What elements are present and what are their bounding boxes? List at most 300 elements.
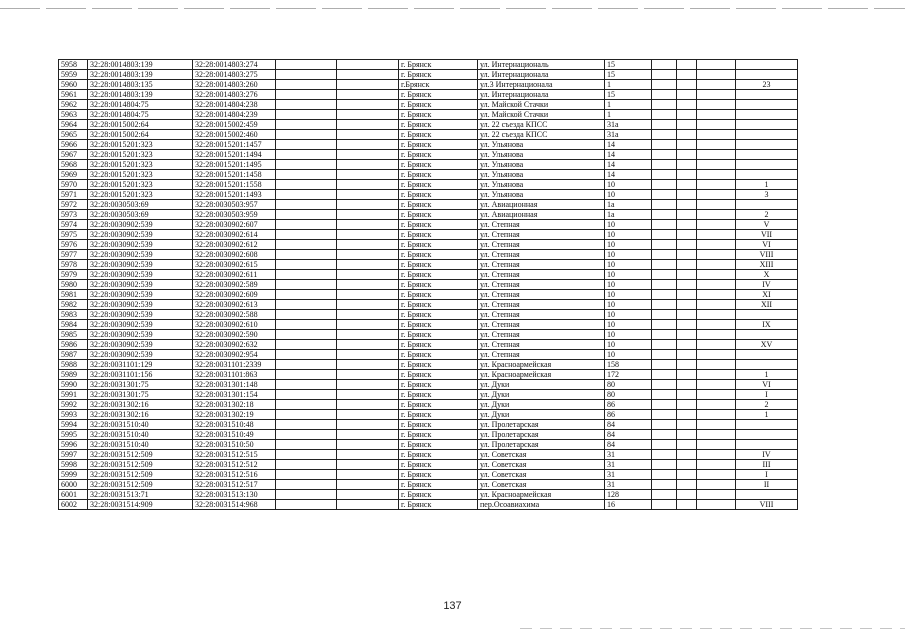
blank-col-c-cell (652, 90, 677, 100)
blank-col-b-cell (337, 300, 399, 310)
street-cell: ул. Степная (478, 330, 605, 340)
blank-col-b-cell (337, 250, 399, 260)
city-cell: г. Брянск (399, 300, 478, 310)
city-cell: г. Брянск (399, 450, 478, 460)
blank-col-c-cell (652, 200, 677, 210)
parent-cadastral-number-cell: 32:28:0030902:539 (88, 300, 193, 310)
blank-col-d-cell (677, 100, 697, 110)
house-number-cell: 10 (605, 220, 652, 230)
apartment-number-cell: VI (736, 380, 798, 390)
table-row (59, 280, 798, 290)
city-cell: г. Брянск (399, 440, 478, 450)
blank-col-e-cell (697, 230, 736, 240)
blank-col-b-cell (337, 60, 399, 70)
table-row (59, 100, 798, 110)
street-cell: ул. Красноармейская (478, 370, 605, 380)
cadastral-number-cell: 32:28:0030902:632 (193, 340, 276, 350)
parent-cadastral-number-cell: 32:28:0015201:323 (88, 190, 193, 200)
table-row (59, 390, 798, 400)
blank-col-a-cell (276, 300, 337, 310)
parent-cadastral-number-cell: 32:28:0031510:40 (88, 440, 193, 450)
apartment-number-cell (736, 430, 798, 440)
blank-col-b-cell (337, 80, 399, 90)
row-number-cell: 5999 (59, 470, 88, 480)
table-row (59, 360, 798, 370)
table-row (59, 190, 798, 200)
blank-col-a-cell (276, 70, 337, 80)
blank-col-c-cell (652, 490, 677, 500)
blank-col-b-cell (337, 280, 399, 290)
blank-col-b-cell (337, 260, 399, 270)
apartment-number-cell (736, 360, 798, 370)
blank-col-d-cell (677, 300, 697, 310)
table-row (59, 70, 798, 80)
blank-col-e-cell (697, 380, 736, 390)
blank-col-e-cell (697, 460, 736, 470)
parent-cadastral-number-cell: 32:28:0030902:539 (88, 270, 193, 280)
blank-col-c-cell (652, 160, 677, 170)
city-cell: г. Брянск (399, 420, 478, 430)
apartment-number-cell: 1 (736, 410, 798, 420)
parent-cadastral-number-cell: 32:28:0031512:509 (88, 480, 193, 490)
blank-col-b-cell (337, 430, 399, 440)
blank-col-e-cell (697, 470, 736, 480)
blank-col-a-cell (276, 270, 337, 280)
blank-col-e-cell (697, 420, 736, 430)
apartment-number-cell (736, 140, 798, 150)
apartment-number-cell (736, 490, 798, 500)
blank-col-b-cell (337, 210, 399, 220)
house-number-cell: 14 (605, 160, 652, 170)
cadastral-number-cell: 32:28:0015002:460 (193, 130, 276, 140)
cadastral-number-cell: 32:28:0014804:238 (193, 100, 276, 110)
cadastral-number-cell: 32:28:0031510:49 (193, 430, 276, 440)
blank-col-d-cell (677, 90, 697, 100)
house-number-cell: 10 (605, 310, 652, 320)
city-cell: г. Брянск (399, 150, 478, 160)
blank-col-d-cell (677, 150, 697, 160)
blank-col-c-cell (652, 70, 677, 80)
cadastral-number-cell: 32:28:0030902:612 (193, 240, 276, 250)
blank-col-c-cell (652, 100, 677, 110)
blank-col-b-cell (337, 240, 399, 250)
row-number-cell: 5997 (59, 450, 88, 460)
street-cell: ул. Интернационала (478, 90, 605, 100)
table-row (59, 450, 798, 460)
house-number-cell: 31 (605, 480, 652, 490)
table-row (59, 310, 798, 320)
blank-col-a-cell (276, 400, 337, 410)
city-cell: г. Брянск (399, 390, 478, 400)
blank-col-d-cell (677, 130, 697, 140)
parent-cadastral-number-cell: 32:28:0015201:323 (88, 150, 193, 160)
blank-col-c-cell (652, 270, 677, 280)
blank-col-d-cell (677, 290, 697, 300)
blank-col-e-cell (697, 390, 736, 400)
parent-cadastral-number-cell: 32:28:0015002:64 (88, 120, 193, 130)
apartment-number-cell: XIII (736, 260, 798, 270)
street-cell: ул. Дуки (478, 400, 605, 410)
table-row (59, 370, 798, 380)
blank-col-a-cell (276, 280, 337, 290)
parent-cadastral-number-cell: 32:28:0015201:323 (88, 170, 193, 180)
table-row (59, 180, 798, 190)
cadastral-number-cell: 32:28:0031302:18 (193, 400, 276, 410)
city-cell: г. Брянск (399, 250, 478, 260)
house-number-cell: 10 (605, 260, 652, 270)
row-number-cell: 5965 (59, 130, 88, 140)
cadastral-number-cell: 32:28:0031101:2339 (193, 360, 276, 370)
parent-cadastral-number-cell: 32:28:0030902:539 (88, 340, 193, 350)
table-row (59, 440, 798, 450)
table-row (59, 170, 798, 180)
apartment-number-cell (736, 170, 798, 180)
blank-col-a-cell (276, 500, 337, 510)
city-cell: г. Брянск (399, 270, 478, 280)
parent-cadastral-number-cell: 32:28:0031513:71 (88, 490, 193, 500)
blank-col-b-cell (337, 380, 399, 390)
blank-col-a-cell (276, 200, 337, 210)
blank-col-e-cell (697, 80, 736, 90)
row-number-cell: 5987 (59, 350, 88, 360)
blank-col-d-cell (677, 430, 697, 440)
parent-cadastral-number-cell: 32:28:0030902:539 (88, 320, 193, 330)
blank-col-a-cell (276, 230, 337, 240)
cadastral-number-cell: 32:28:0030902:610 (193, 320, 276, 330)
blank-col-c-cell (652, 470, 677, 480)
city-cell: г. Брянск (399, 240, 478, 250)
house-number-cell: 15 (605, 60, 652, 70)
cadastral-number-cell: 32:28:0015201:1458 (193, 170, 276, 180)
apartment-number-cell: VIII (736, 250, 798, 260)
blank-col-e-cell (697, 200, 736, 210)
blank-col-b-cell (337, 350, 399, 360)
blank-col-a-cell (276, 340, 337, 350)
cadastral-number-cell: 32:28:0030902:607 (193, 220, 276, 230)
blank-col-a-cell (276, 80, 337, 90)
cadastral-number-cell: 32:28:0031101:863 (193, 370, 276, 380)
cadastral-number-cell: 32:28:0014803:276 (193, 90, 276, 100)
blank-col-c-cell (652, 420, 677, 430)
street-cell: ул. Степная (478, 280, 605, 290)
street-cell: ул. Пролетарская (478, 420, 605, 430)
parent-cadastral-number-cell: 32:28:0031510:40 (88, 430, 193, 440)
city-cell: г. Брянск (399, 230, 478, 240)
table-row (59, 320, 798, 330)
parent-cadastral-number-cell: 32:28:0015201:323 (88, 160, 193, 170)
blank-col-d-cell (677, 410, 697, 420)
city-cell: г. Брянск (399, 260, 478, 270)
cadastral-number-cell: 32:28:0014803:274 (193, 60, 276, 70)
blank-col-d-cell (677, 480, 697, 490)
blank-col-d-cell (677, 310, 697, 320)
street-cell: ул. Степная (478, 300, 605, 310)
row-number-cell: 5969 (59, 170, 88, 180)
parent-cadastral-number-cell: 32:28:0030902:539 (88, 350, 193, 360)
apartment-number-cell: 1 (736, 370, 798, 380)
blank-col-e-cell (697, 360, 736, 370)
parent-cadastral-number-cell: 32:28:0014804:75 (88, 100, 193, 110)
table-row (59, 380, 798, 390)
house-number-cell: 10 (605, 270, 652, 280)
city-cell: г. Брянск (399, 460, 478, 470)
table-row (59, 490, 798, 500)
row-number-cell: 5986 (59, 340, 88, 350)
city-cell: г. Брянск (399, 60, 478, 70)
apartment-number-cell: VIII (736, 500, 798, 510)
apartment-number-cell: 1 (736, 180, 798, 190)
row-number-cell: 5973 (59, 210, 88, 220)
table-row (59, 480, 798, 490)
blank-col-c-cell (652, 260, 677, 270)
street-cell: ул. Степная (478, 350, 605, 360)
city-cell: г. Брянск (399, 430, 478, 440)
street-cell: ул. Интернационала (478, 70, 605, 80)
blank-col-c-cell (652, 320, 677, 330)
street-cell: ул. Степная (478, 220, 605, 230)
blank-col-c-cell (652, 60, 677, 70)
row-number-cell: 5972 (59, 200, 88, 210)
row-number-cell: 5995 (59, 430, 88, 440)
blank-col-e-cell (697, 350, 736, 360)
parent-cadastral-number-cell: 32:28:0015002:64 (88, 130, 193, 140)
parent-cadastral-number-cell: 32:28:0031101:156 (88, 370, 193, 380)
blank-col-b-cell (337, 320, 399, 330)
table-row (59, 470, 798, 480)
apartment-number-cell: XII (736, 300, 798, 310)
apartment-number-cell (736, 350, 798, 360)
parent-cadastral-number-cell: 32:28:0031510:40 (88, 420, 193, 430)
table-row (59, 130, 798, 140)
blank-col-d-cell (677, 350, 697, 360)
row-number-cell: 5981 (59, 290, 88, 300)
blank-col-d-cell (677, 210, 697, 220)
blank-col-d-cell (677, 160, 697, 170)
street-cell: ул. Дуки (478, 380, 605, 390)
blank-col-b-cell (337, 170, 399, 180)
blank-col-e-cell (697, 90, 736, 100)
blank-col-e-cell (697, 250, 736, 260)
street-cell: ул. Советская (478, 470, 605, 480)
blank-col-b-cell (337, 110, 399, 120)
city-cell: г. Брянск (399, 380, 478, 390)
city-cell: г. Брянск (399, 340, 478, 350)
blank-col-b-cell (337, 100, 399, 110)
city-cell: г. Брянск (399, 140, 478, 150)
cadastral-number-cell: 32:28:0015201:1558 (193, 180, 276, 190)
parent-cadastral-number-cell: 32:28:0015201:323 (88, 180, 193, 190)
blank-col-e-cell (697, 410, 736, 420)
row-number-cell: 5992 (59, 400, 88, 410)
row-number-cell: 5976 (59, 240, 88, 250)
street-cell: ул. Красноармейская (478, 490, 605, 500)
blank-col-a-cell (276, 330, 337, 340)
street-cell: ул. Степная (478, 290, 605, 300)
table-row (59, 110, 798, 120)
parent-cadastral-number-cell: 32:28:0030503:69 (88, 210, 193, 220)
cadastral-number-cell: 32:28:0030503:957 (193, 200, 276, 210)
blank-col-c-cell (652, 350, 677, 360)
parent-cadastral-number-cell: 32:28:0031514:909 (88, 500, 193, 510)
street-cell: ул. Ульянова (478, 160, 605, 170)
blank-col-b-cell (337, 410, 399, 420)
blank-col-e-cell (697, 340, 736, 350)
apartment-number-cell (736, 150, 798, 160)
blank-col-a-cell (276, 440, 337, 450)
row-number-cell: 5980 (59, 280, 88, 290)
apartment-number-cell (736, 120, 798, 130)
apartment-number-cell: IX (736, 320, 798, 330)
city-cell: г. Брянск (399, 130, 478, 140)
apartment-number-cell: 23 (736, 80, 798, 90)
blank-col-a-cell (276, 170, 337, 180)
table-row (59, 200, 798, 210)
blank-col-c-cell (652, 80, 677, 90)
blank-col-b-cell (337, 180, 399, 190)
blank-col-b-cell (337, 340, 399, 350)
row-number-cell: 5966 (59, 140, 88, 150)
blank-col-b-cell (337, 500, 399, 510)
blank-col-e-cell (697, 260, 736, 270)
house-number-cell: 86 (605, 410, 652, 420)
parent-cadastral-number-cell: 32:28:0031302:16 (88, 400, 193, 410)
blank-col-b-cell (337, 330, 399, 340)
parent-cadastral-number-cell: 32:28:0031512:509 (88, 470, 193, 480)
blank-col-d-cell (677, 470, 697, 480)
cadastral-number-cell: 32:28:0031301:148 (193, 380, 276, 390)
blank-col-d-cell (677, 230, 697, 240)
street-cell: ул. Степная (478, 270, 605, 280)
house-number-cell: 10 (605, 250, 652, 260)
blank-col-a-cell (276, 360, 337, 370)
row-number-cell: 5958 (59, 60, 88, 70)
cadastral-number-cell: 32:28:0030902:615 (193, 260, 276, 270)
street-cell: ул. Степная (478, 340, 605, 350)
blank-col-b-cell (337, 160, 399, 170)
blank-col-e-cell (697, 170, 736, 180)
blank-col-d-cell (677, 240, 697, 250)
blank-col-d-cell (677, 60, 697, 70)
house-number-cell: 86 (605, 400, 652, 410)
blank-col-c-cell (652, 410, 677, 420)
house-number-cell: 15 (605, 70, 652, 80)
table-row (59, 150, 798, 160)
house-number-cell: 1 (605, 80, 652, 90)
blank-col-d-cell (677, 200, 697, 210)
city-cell: г. Брянск (399, 160, 478, 170)
blank-col-a-cell (276, 110, 337, 120)
street-cell: ул. 22 съезда КПСС (478, 130, 605, 140)
row-number-cell: 5962 (59, 100, 88, 110)
blank-col-c-cell (652, 290, 677, 300)
apartment-number-cell (736, 200, 798, 210)
blank-col-a-cell (276, 130, 337, 140)
row-number-cell: 5978 (59, 260, 88, 270)
apartment-number-cell: I (736, 470, 798, 480)
blank-col-c-cell (652, 300, 677, 310)
house-number-cell: 84 (605, 420, 652, 430)
blank-col-d-cell (677, 390, 697, 400)
apartment-number-cell (736, 160, 798, 170)
parent-cadastral-number-cell: 32:28:0030902:539 (88, 310, 193, 320)
parent-cadastral-number-cell: 32:28:0030902:539 (88, 260, 193, 270)
blank-col-c-cell (652, 430, 677, 440)
blank-col-b-cell (337, 370, 399, 380)
blank-col-c-cell (652, 390, 677, 400)
row-number-cell: 6001 (59, 490, 88, 500)
city-cell: г. Брянск (399, 110, 478, 120)
blank-col-e-cell (697, 100, 736, 110)
blank-col-e-cell (697, 430, 736, 440)
city-cell: г. Брянск (399, 290, 478, 300)
apartment-number-cell: VII (736, 230, 798, 240)
street-cell: ул. Степная (478, 240, 605, 250)
parent-cadastral-number-cell: 32:28:0014804:75 (88, 110, 193, 120)
row-number-cell: 5983 (59, 310, 88, 320)
city-cell: г. Брянск (399, 330, 478, 340)
blank-col-a-cell (276, 180, 337, 190)
row-number-cell: 5991 (59, 390, 88, 400)
apartment-number-cell: XV (736, 340, 798, 350)
blank-col-a-cell (276, 90, 337, 100)
house-number-cell: 31а (605, 130, 652, 140)
house-number-cell: 128 (605, 490, 652, 500)
blank-col-e-cell (697, 440, 736, 450)
blank-col-c-cell (652, 460, 677, 470)
blank-col-a-cell (276, 310, 337, 320)
blank-col-e-cell (697, 210, 736, 220)
city-cell: г. Брянск (399, 200, 478, 210)
cadastral-number-cell: 32:28:0014804:239 (193, 110, 276, 120)
blank-col-c-cell (652, 400, 677, 410)
row-number-cell: 5974 (59, 220, 88, 230)
apartment-number-cell: IV (736, 280, 798, 290)
scan-edge-line-bottom (520, 628, 905, 629)
blank-col-e-cell (697, 60, 736, 70)
house-number-cell: 31 (605, 450, 652, 460)
cadastral-number-cell: 32:28:0030902:614 (193, 230, 276, 240)
cadastral-number-cell: 32:28:0031513:130 (193, 490, 276, 500)
blank-col-d-cell (677, 490, 697, 500)
street-cell: пер.Осоавиахима (478, 500, 605, 510)
row-number-cell: 5984 (59, 320, 88, 330)
cadastral-number-cell: 32:28:0031512:515 (193, 450, 276, 460)
house-number-cell: 1а (605, 210, 652, 220)
cadastral-number-cell: 32:28:0030902:590 (193, 330, 276, 340)
table-row (59, 420, 798, 430)
blank-col-c-cell (652, 340, 677, 350)
blank-col-b-cell (337, 310, 399, 320)
cadastral-number-cell: 32:28:0030503:959 (193, 210, 276, 220)
table-row (59, 60, 798, 70)
blank-col-a-cell (276, 480, 337, 490)
blank-col-b-cell (337, 450, 399, 460)
table-row (59, 260, 798, 270)
row-number-cell: 5959 (59, 70, 88, 80)
row-number-cell: 5994 (59, 420, 88, 430)
city-cell: г. Брянск (399, 320, 478, 330)
cadastral-number-cell: 32:28:0031510:48 (193, 420, 276, 430)
row-number-cell: 5977 (59, 250, 88, 260)
apartment-number-cell: 3 (736, 190, 798, 200)
blank-col-a-cell (276, 260, 337, 270)
blank-col-e-cell (697, 400, 736, 410)
blank-col-b-cell (337, 120, 399, 130)
blank-col-c-cell (652, 190, 677, 200)
cadastral-number-cell: 32:28:0031512:517 (193, 480, 276, 490)
blank-col-c-cell (652, 150, 677, 160)
parent-cadastral-number-cell: 32:28:0030902:539 (88, 220, 193, 230)
